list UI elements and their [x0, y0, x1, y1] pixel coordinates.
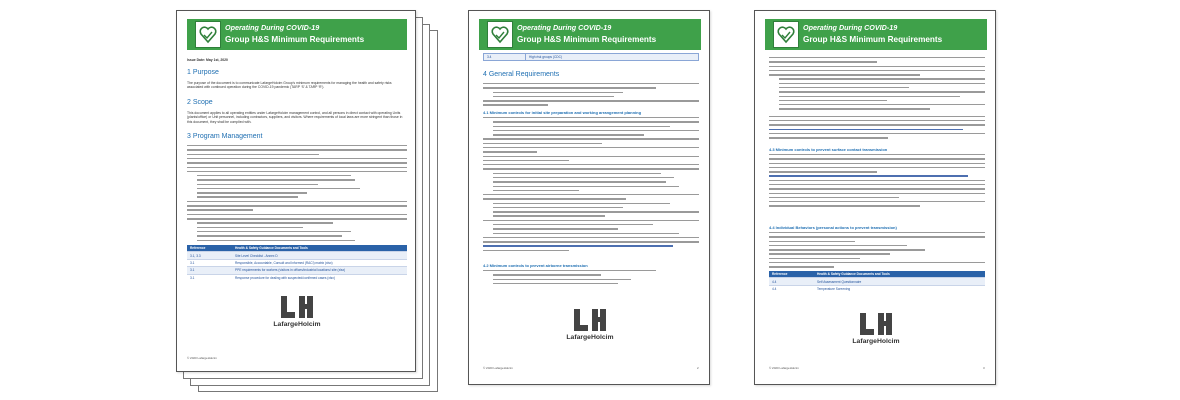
table-cell-ref: 4.4	[769, 285, 814, 292]
table-cell-ref: 4.4	[769, 278, 814, 285]
document-subtitle: Operating During COVID-19	[225, 23, 320, 32]
document-title: Group H&S Minimum Requirements	[225, 35, 365, 44]
table-cell-link[interactable]: PPE requirements for workers (visitors in offices/industrial locations/ site (xlsx)	[232, 267, 407, 274]
body-text-lines	[483, 270, 699, 287]
reference-table-continued	[483, 53, 699, 61]
section-heading-scope: 2 Scope	[187, 99, 213, 106]
header-banner	[765, 19, 987, 50]
table-row	[769, 278, 985, 285]
lafargeholcim-logo	[267, 296, 327, 332]
lafargeholcim-mark-icon	[859, 313, 893, 335]
lafargeholcim-logo	[560, 309, 620, 345]
guidance-table	[187, 245, 407, 281]
section-heading-program-management: 3 Program Management	[187, 133, 263, 140]
table-cell-link[interactable]: Temperature Screening	[814, 285, 985, 292]
table-header-documents: Health & Safety Guidance Documents and Tools	[232, 245, 407, 252]
subsection-heading-4-3: 4.3 Minimum controls to prevent surface contact transmission	[769, 147, 888, 152]
table-cell-ref: 3.1	[187, 267, 232, 274]
document-page-3	[754, 10, 996, 385]
scope-text: This document applies to all operating entities under LafargeHolcim management control, and all persons in direct contact with operating Units (plants/office) or Unit personnel, including contractors, suppliers, and visitors. Where requirements of local laws are more stringent than those in this document, they shall be complied with.	[187, 111, 403, 124]
document-title: Group H&S Minimum Requirements	[803, 35, 943, 44]
table-cell-ref: 3.4	[484, 54, 526, 61]
document-subtitle: Operating During COVID-19	[803, 23, 898, 32]
brand-name: LafargeHolcim	[566, 334, 614, 341]
lafargeholcim-mark-icon	[573, 309, 607, 331]
table-cell-link[interactable]: Site Level Checklist - Annex D	[232, 252, 407, 259]
page-number: 2	[697, 366, 699, 370]
health-heart-logo-icon	[773, 21, 799, 48]
footer-copyright: © 2020 LafargeHolcim	[187, 356, 217, 360]
header-banner	[187, 19, 407, 50]
body-text-lines	[769, 154, 985, 210]
document-page-1	[176, 10, 416, 372]
document-stack-1	[176, 10, 446, 395]
table-row	[187, 267, 407, 274]
issue-date: Issue Date: May 1st, 2020	[187, 58, 228, 62]
table-row	[187, 259, 407, 266]
lafargeholcim-logo	[846, 313, 906, 349]
purpose-text: The purpose of the document is to communicate LafargeHolcim Group's minimum requirements for managing the health and safety risks associated with continued operation during the COVID-19 pandemic (TARP ‘S’ & TARP ‘R’).	[187, 81, 392, 90]
table-row	[187, 274, 407, 281]
table-cell-ref: 3.1	[187, 259, 232, 266]
subsection-heading-4-2: 4.2 Minimum controls to prevent airborne transmission	[483, 263, 588, 268]
health-heart-logo-icon	[195, 21, 221, 48]
footer-copyright: © 2020 LafargeHolcim	[483, 366, 513, 370]
footer-copyright: © 2020 LafargeHolcim	[769, 366, 799, 370]
brand-name: LafargeHolcim	[852, 338, 900, 345]
table-header-reference: Reference	[769, 271, 814, 278]
section-heading-general-requirements: 4 General Requirements	[483, 71, 560, 78]
health-heart-logo-icon	[487, 21, 513, 48]
table-cell-ref: 3.1	[187, 274, 232, 281]
table-row	[484, 54, 699, 61]
page-number: 3	[983, 366, 985, 370]
subsection-heading-4-1: 4.1 Minimum controls for initial site preparation and working arrangement planning	[483, 110, 642, 115]
header-banner	[479, 19, 701, 50]
document-page-2	[468, 10, 710, 385]
lafargeholcim-mark-icon	[280, 296, 314, 318]
table-row	[769, 285, 985, 292]
body-text-lines	[483, 117, 699, 254]
body-text-lines	[483, 83, 699, 109]
body-text-lines	[769, 57, 985, 141]
table-cell-link[interactable]: Response procedure for dealing with suspected/confirmed cases (xlsx)	[232, 274, 407, 281]
table-header-reference: Reference	[187, 245, 232, 252]
guidance-table	[769, 271, 985, 292]
document-subtitle: Operating During COVID-19	[517, 23, 612, 32]
table-cell-link[interactable]: High risk groups (CDC)	[526, 54, 699, 61]
section-heading-purpose: 1 Purpose	[187, 69, 219, 76]
body-text-lines	[187, 145, 407, 244]
subsection-heading-4-4: 4.4 Individual Behaviors (personal actions to prevent transmission)	[769, 225, 897, 230]
table-row	[187, 252, 407, 259]
document-title: Group H&S Minimum Requirements	[517, 35, 657, 44]
table-cell-link[interactable]: Self Assessment Questionnaire	[814, 278, 985, 285]
table-header-documents: Health & Safety Guidance Documents and Tools	[814, 271, 985, 278]
body-text-lines	[769, 232, 985, 271]
table-cell-link[interactable]: Responsible, Accountable, Consult and Informed (RACI) matrix (xlsx)	[232, 259, 407, 266]
brand-name: LafargeHolcim	[273, 321, 321, 328]
table-cell-ref: 3.1, 3.3	[187, 252, 232, 259]
